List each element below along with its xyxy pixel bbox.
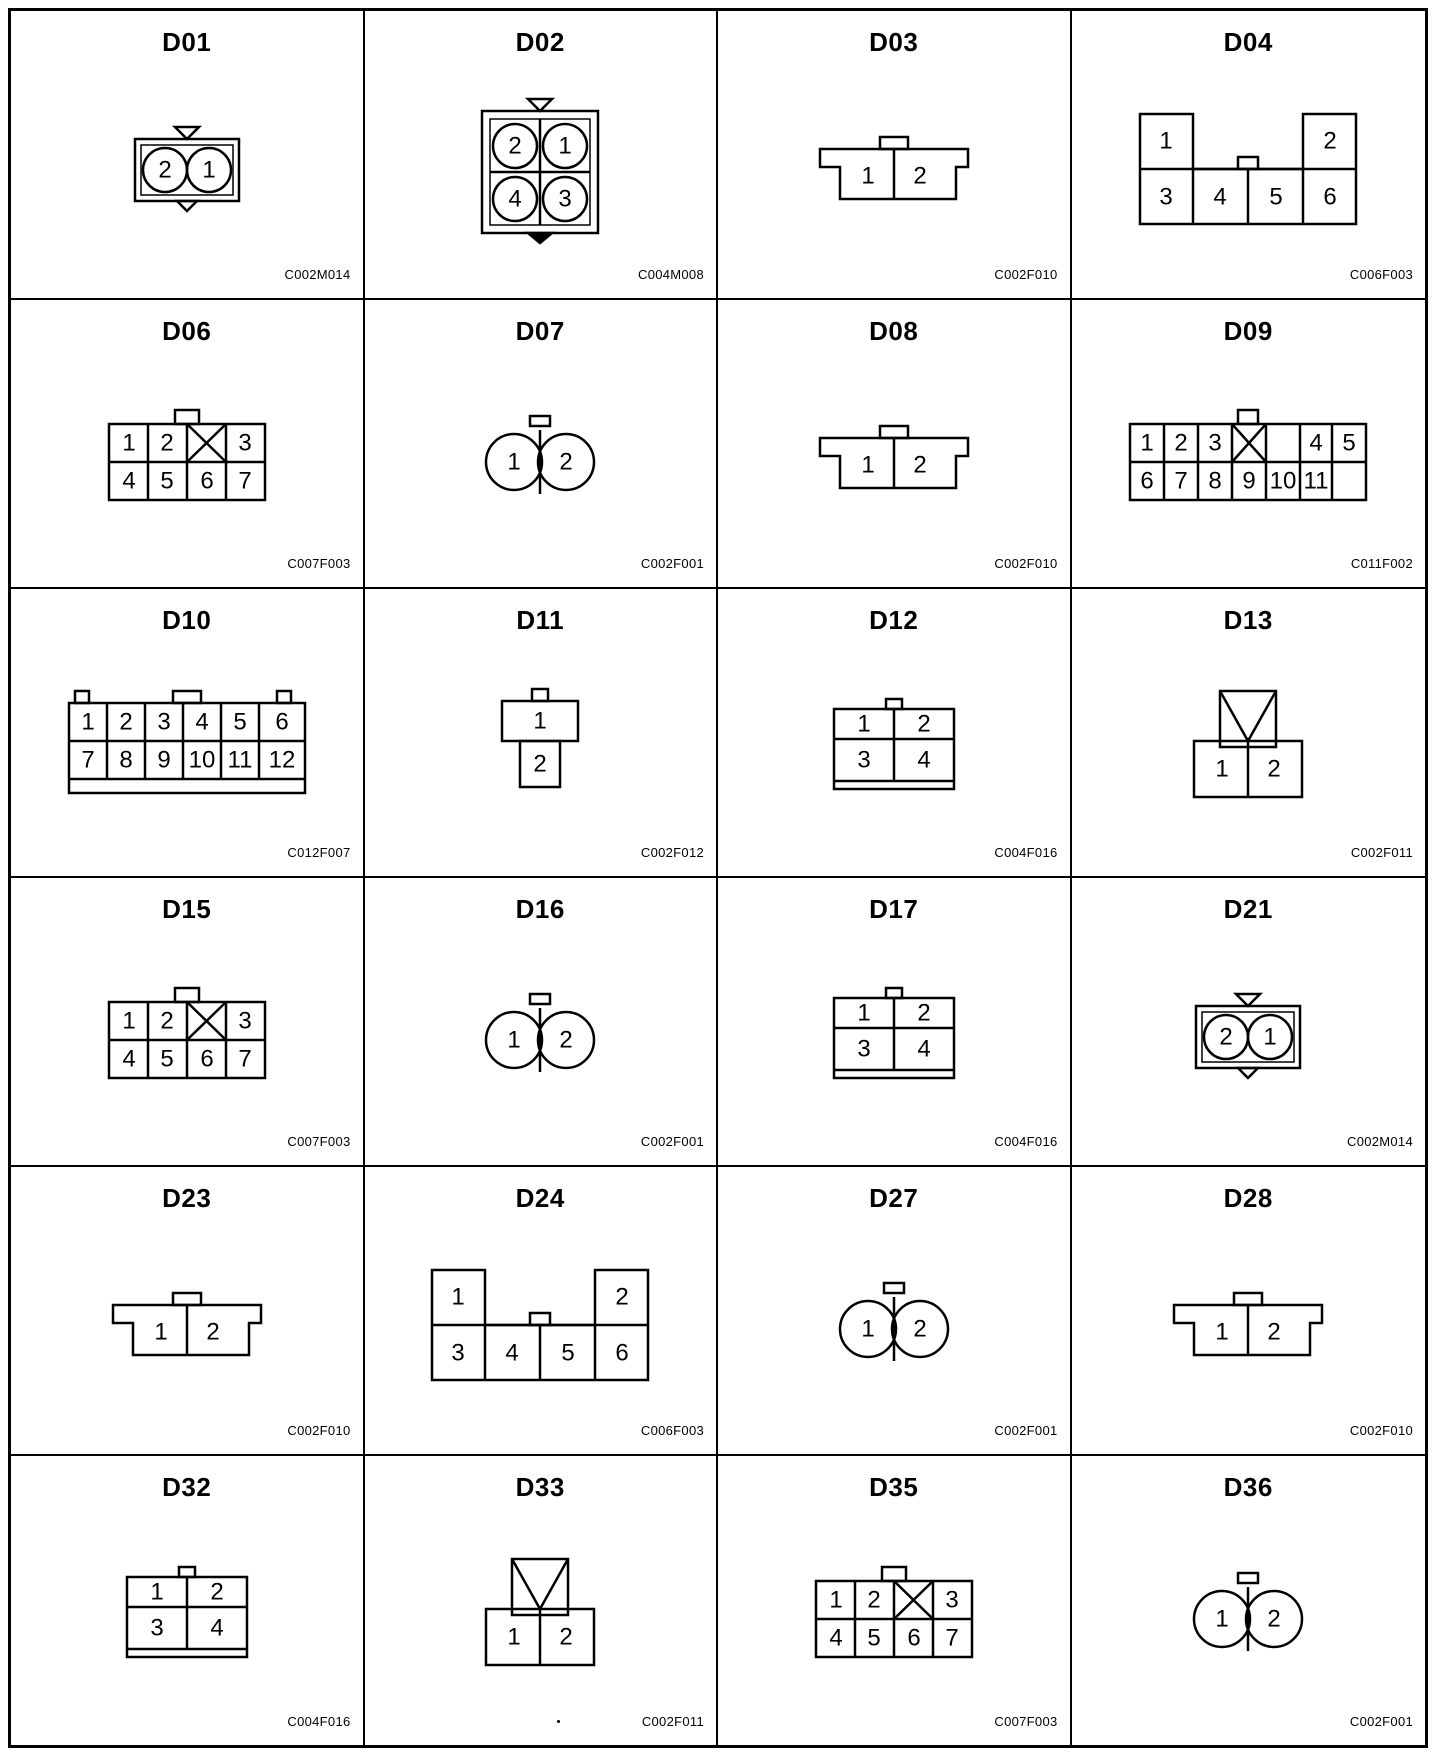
pin-number: 1 [122, 429, 136, 457]
connector-cell [365, 300, 719, 589]
connector-face-diagram [62, 687, 312, 807]
pin-number: 2 [1267, 755, 1281, 783]
pin-number: 7 [81, 746, 95, 774]
pin-number: 8 [119, 746, 133, 774]
divider [540, 1559, 568, 1609]
connector-label: D32 [162, 1472, 212, 1502]
pin-number: 4 [1213, 183, 1227, 211]
connector-face-diagram [1123, 408, 1373, 508]
connector-cell [1072, 878, 1426, 1167]
latch-tab [886, 699, 902, 709]
connector-label: D35 [869, 1472, 919, 1502]
divider [512, 1559, 540, 1609]
connector-face-diagram [814, 134, 974, 204]
latch-tab [530, 416, 550, 426]
pin-number: 1 [533, 707, 547, 735]
pin-number: 6 [907, 1624, 921, 1652]
pin-number: 4 [829, 1624, 843, 1652]
connector-label: D33 [515, 1472, 565, 1502]
connector-label: D03 [869, 27, 919, 57]
pin-number: 10 [1269, 467, 1297, 495]
connector-label: D06 [162, 316, 212, 346]
pin-number: 4 [122, 467, 136, 495]
pin-number: 2 [206, 1318, 220, 1346]
part-code: C002F001 [640, 1134, 704, 1149]
part-code: C004F016 [994, 1134, 1058, 1149]
latch-tab [530, 994, 550, 1004]
connector-face-diagram [1183, 687, 1313, 807]
pin-number: 2 [615, 1283, 629, 1311]
connector-face-diagram [490, 687, 590, 807]
connector-cell [365, 1456, 719, 1745]
pin-number: 9 [1242, 467, 1256, 495]
connector-face-diagram [475, 413, 605, 503]
connector-cell [718, 589, 1072, 878]
connector-label: D36 [1223, 1472, 1273, 1502]
connector-face-diagram [122, 1565, 252, 1665]
pin-number: 2 [559, 1623, 573, 1651]
part-code: C006F003 [640, 1423, 704, 1438]
connector-face-diagram [102, 986, 272, 1086]
connector-cell [718, 1456, 1072, 1745]
connector-cell [11, 11, 365, 300]
stray-mark [557, 1720, 560, 1723]
connector-cell [365, 11, 719, 300]
pin-number: 3 [857, 746, 871, 774]
connector-face-diagram [809, 1565, 979, 1665]
pin-number: 6 [1140, 467, 1154, 495]
pin-number: 1 [154, 1318, 168, 1346]
pin-number: 7 [1174, 467, 1188, 495]
pin-number: 11 [1303, 467, 1329, 495]
connector-face-diagram [475, 991, 605, 1081]
latch-icon [528, 99, 552, 111]
pin-number: 5 [867, 1624, 881, 1652]
part-code: C002F011 [641, 1714, 704, 1729]
connector-label: D04 [1223, 27, 1273, 57]
latch-tab [75, 691, 89, 703]
connector-label: D07 [515, 316, 565, 346]
connector-label: D28 [1223, 1183, 1273, 1213]
connector-face-diagram [1188, 986, 1308, 1086]
pin-number: 5 [160, 1045, 174, 1073]
pin-number: 3 [558, 185, 572, 213]
connector-face-diagram [475, 94, 605, 244]
connector-face-diagram [430, 1265, 650, 1385]
connector-label: D10 [162, 605, 212, 635]
pin-number: 1 [507, 1623, 521, 1651]
part-code: C002F001 [994, 1423, 1058, 1438]
pin-number: 3 [857, 1035, 871, 1063]
pin-number: 2 [1219, 1023, 1233, 1051]
pin-number: 2 [1267, 1318, 1281, 1346]
pin-number: 5 [233, 708, 247, 736]
latch-tab [1238, 157, 1258, 169]
part-code: C002F001 [1349, 1714, 1413, 1729]
connector-label: D17 [869, 894, 919, 924]
pin-number: 3 [150, 1614, 164, 1642]
connector-label: D09 [1223, 316, 1273, 346]
pin-number: 5 [561, 1339, 575, 1367]
part-code: C002M014 [1347, 1134, 1413, 1149]
pin-number: 1 [857, 999, 871, 1027]
pin-number: 2 [913, 451, 927, 479]
pin-number: 2 [1174, 429, 1188, 457]
pin-number: 2 [210, 1578, 224, 1606]
pin-number: 6 [1323, 183, 1337, 211]
pin-number: 2 [160, 429, 174, 457]
connector-label: D15 [162, 894, 212, 924]
latch-tab [277, 691, 291, 703]
latch-tab [886, 988, 902, 998]
pin-number: 3 [1159, 183, 1173, 211]
pin-number: 2 [533, 750, 547, 778]
connector-label: D27 [869, 1183, 919, 1213]
connector-cell [11, 1456, 365, 1745]
connector-face-diagram [1168, 1290, 1328, 1360]
pin-number: 1 [1140, 429, 1154, 457]
pin-number: 2 [559, 1026, 573, 1054]
connector-face-diagram [829, 697, 959, 797]
pin-number: 3 [157, 708, 171, 736]
connector-face-diagram [829, 1280, 959, 1370]
latch-icon [1236, 994, 1260, 1006]
pin-number: 6 [200, 467, 214, 495]
connector-face-diagram [107, 1290, 267, 1360]
pin-number: 2 [559, 448, 573, 476]
connector-face-diagram [102, 408, 272, 508]
connector-label: D11 [516, 605, 565, 635]
latch-icon [175, 127, 199, 139]
latch-tab [173, 1293, 201, 1305]
pin-number: 2 [1323, 127, 1337, 155]
pin-number: 2 [1267, 1605, 1281, 1633]
connector-cell [11, 878, 365, 1167]
pin-number: 2 [867, 1586, 881, 1614]
latch-tab [175, 988, 199, 1002]
connector-chart [8, 8, 1428, 1748]
latch-tab [1234, 1293, 1262, 1305]
part-code: C002F011 [1350, 845, 1413, 860]
latch-tab [173, 691, 201, 703]
pin-number: 1 [829, 1586, 843, 1614]
connector-face-diagram [475, 1555, 605, 1675]
part-code: C007F003 [287, 556, 351, 571]
pin-number: 9 [157, 746, 171, 774]
connector-cell [718, 300, 1072, 589]
connector-face-diagram [1183, 1570, 1313, 1660]
pin-number: 1 [861, 1315, 875, 1343]
connector-cell [718, 878, 1072, 1167]
connector-label: D21 [1223, 894, 1273, 924]
pin-number: 2 [158, 156, 172, 184]
pin-number: 5 [1269, 183, 1283, 211]
pin-number: 1 [861, 162, 875, 190]
pin-number: 1 [81, 708, 95, 736]
connector-cell [11, 589, 365, 878]
part-code: C012F007 [287, 845, 351, 860]
pin-number: 1 [451, 1283, 465, 1311]
pin-number: 1 [1215, 755, 1229, 783]
connector-label: D12 [869, 605, 919, 635]
latch-tab [884, 1283, 904, 1293]
pin-number: 2 [160, 1007, 174, 1035]
pin-number: 1 [122, 1007, 136, 1035]
connector-cell [1072, 1167, 1426, 1456]
connector-cell [718, 1167, 1072, 1456]
pin-number: 1 [558, 132, 572, 160]
pin-number: 4 [122, 1045, 136, 1073]
pin-number: 4 [210, 1614, 224, 1642]
pin-number: 2 [917, 710, 931, 738]
pin-number: 3 [945, 1586, 959, 1614]
latch-tab [1238, 410, 1258, 424]
connector-label: D08 [869, 316, 919, 346]
pin-number: 2 [119, 708, 133, 736]
connector-face-diagram [127, 119, 247, 219]
pin-number: 4 [505, 1339, 519, 1367]
connector-label: D02 [515, 27, 565, 57]
latch-tab [532, 689, 548, 701]
connector-cell [365, 589, 719, 878]
connector-cell [718, 11, 1072, 300]
pin-number: 1 [150, 1578, 164, 1606]
pin-number: 11 [227, 746, 253, 774]
connector-label: D13 [1223, 605, 1273, 635]
pin-number: 2 [917, 999, 931, 1027]
pin-number: 1 [1263, 1023, 1277, 1051]
connector-cell [1072, 1456, 1426, 1745]
connector-cell [365, 878, 719, 1167]
connector-cell [11, 300, 365, 589]
pin-number: 1 [1215, 1605, 1229, 1633]
pin-number: 3 [451, 1339, 465, 1367]
divider [1220, 691, 1248, 741]
latch-tab [880, 426, 908, 438]
latch-tab [175, 410, 199, 424]
part-code: C002F001 [640, 556, 704, 571]
pin-number: 7 [945, 1624, 959, 1652]
pin-number: 1 [857, 710, 871, 738]
part-code: C002F010 [1349, 1423, 1413, 1438]
pin-number: 1 [507, 1026, 521, 1054]
divider [1248, 691, 1276, 741]
pin-number: 2 [508, 132, 522, 160]
pin-number: 3 [238, 429, 252, 457]
latch-tab [882, 1567, 906, 1581]
pin-number: 1 [1215, 1318, 1229, 1346]
connector-cell [1072, 300, 1426, 589]
connector-cell [1072, 589, 1426, 878]
latch-tab [880, 137, 908, 149]
part-code: C004F016 [287, 1714, 351, 1729]
pin-number: 8 [1208, 467, 1222, 495]
pin-number: 4 [195, 708, 209, 736]
part-code: C002F010 [287, 1423, 351, 1438]
pin-number: 10 [188, 746, 216, 774]
part-code: C004M008 [638, 267, 704, 282]
pin-number: 3 [238, 1007, 252, 1035]
part-code: C004F016 [994, 845, 1058, 860]
latch-tab [179, 1567, 195, 1577]
pin-number: 1 [202, 156, 216, 184]
part-code: C011F002 [1350, 556, 1413, 571]
pin-number: 5 [160, 467, 174, 495]
pin-number: 4 [1309, 429, 1323, 457]
pin-number: 7 [238, 1045, 252, 1073]
pin-number: 7 [238, 467, 252, 495]
connector-label: D01 [162, 27, 212, 57]
connector-cell [11, 1167, 365, 1456]
connector-label: D16 [515, 894, 565, 924]
pin-number: 4 [917, 746, 931, 774]
connector-cell [1072, 11, 1426, 300]
part-code: C002M014 [284, 267, 351, 282]
pin-number: 6 [200, 1045, 214, 1073]
pin-number: 4 [917, 1035, 931, 1063]
part-code: C002F010 [994, 267, 1058, 282]
part-code: C007F003 [287, 1134, 351, 1149]
connector-face-diagram [829, 986, 959, 1086]
key-icon [528, 233, 552, 243]
connector-cell [365, 1167, 719, 1456]
pin-number: 1 [1159, 127, 1173, 155]
pin-number: 1 [861, 451, 875, 479]
latch-tab [530, 1313, 550, 1325]
latch-tab [1238, 1573, 1258, 1583]
part-code: C007F003 [994, 1714, 1058, 1729]
pin-number: 3 [1208, 429, 1222, 457]
pin-number: 2 [913, 162, 927, 190]
pin-number: 1 [507, 448, 521, 476]
part-code: C002F012 [640, 845, 704, 860]
pin-number: 4 [508, 185, 522, 213]
pin-number: 5 [1342, 429, 1356, 457]
connector-label: D23 [162, 1183, 212, 1213]
pin-number: 6 [275, 708, 289, 736]
part-code: C006F003 [1349, 267, 1413, 282]
connector-face-diagram [1138, 109, 1358, 229]
pin-number: 12 [268, 746, 296, 774]
pin-number: 6 [615, 1339, 629, 1367]
pin-number: 2 [913, 1315, 927, 1343]
part-code: C002F010 [994, 556, 1058, 571]
key-icon [177, 201, 197, 211]
connector-face-diagram [814, 423, 974, 493]
connector-label: D24 [515, 1183, 565, 1213]
key-icon [1238, 1068, 1258, 1078]
